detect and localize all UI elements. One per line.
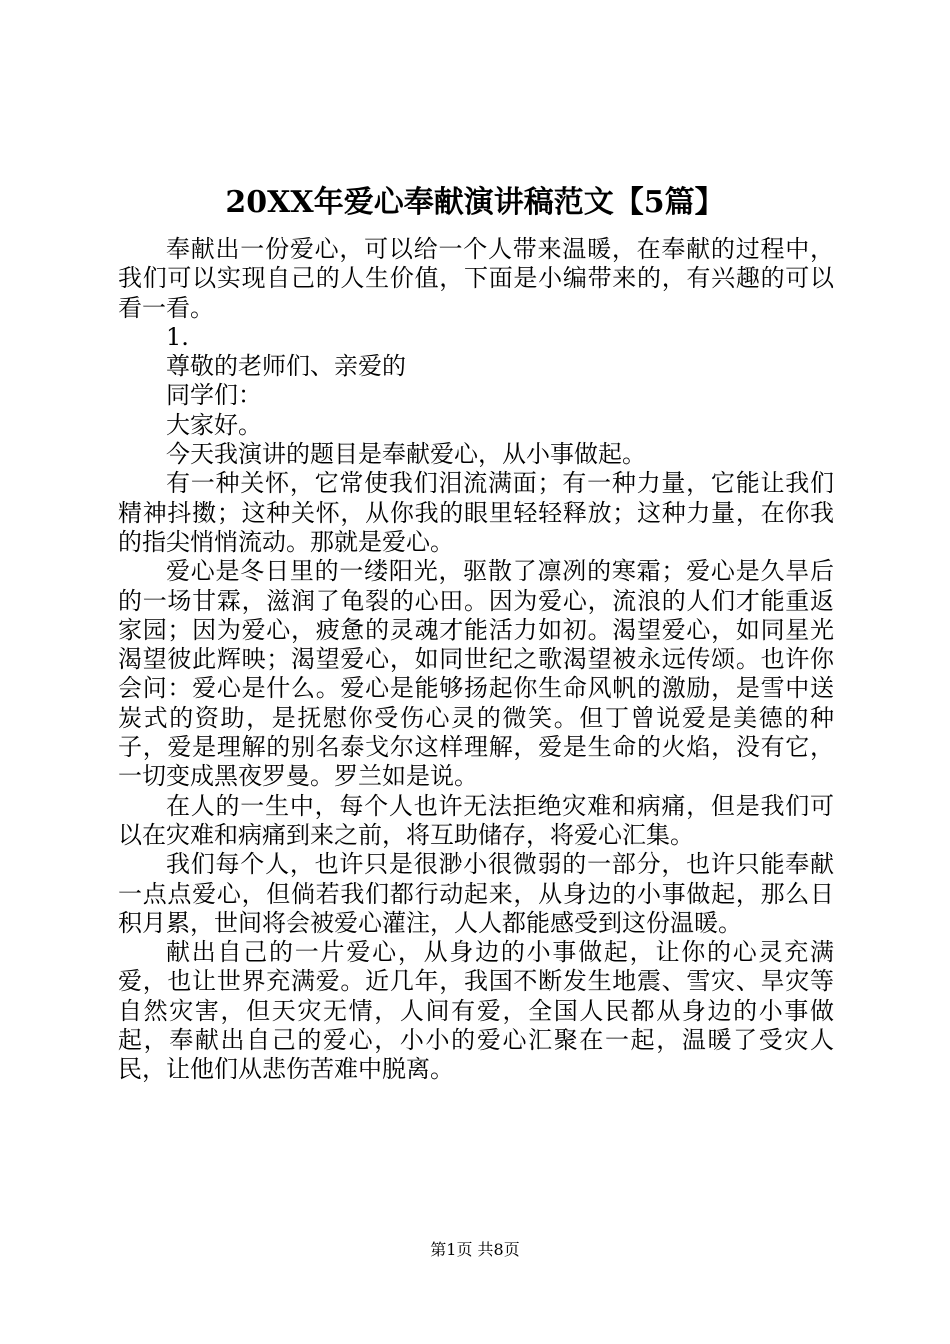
body-paragraph: 有一种关怀，它常使我们泪流满面；有一种力量，它能让我们精神抖擞；这种关怀，从你我的眼里轻轻释放；这种力量，在你我的指尖悄悄流动。那就是爱心。 [118,469,834,556]
body-paragraph: 今天我演讲的题目是奉献爱心，从小事做起。 [166,440,646,469]
salutation-line: 尊敬的老师们、亲爱的 [166,352,406,381]
section-number: 1. [166,322,189,351]
body-paragraph: 在人的一生中，每个人也许无法拒绝灾难和病痛，但是我们可以在灾难和病痛到来之前，将互助储存，将爱心汇集。 [118,791,834,849]
page-footer: 第1页 共8页 [430,1240,520,1259]
document-body [118,235,834,1085]
greeting-line: 大家好。 [166,410,262,439]
body-paragraph: 爱心是冬日里的一缕阳光，驱散了凛冽的寒霜；爱心是久旱后的一场甘霖，滋润了龟裂的心田。因为爱心，流浪的人们才能重返家园；因为爱心，疲惫的灵魂才能活力如初。渴望爱心，如同星光渴望彼此辉映；渴望爱心，如同世纪之歌渴望被永远传颂。也许你会问：爱心是什么。爱心是能够扬起你生命风帆的激励，是雪中送炭式的资助，是抚慰你受伤心灵的微笑。但丁曾说爱是美德的种子，爱是理解的别名泰戈尔这样理解，爱是生命的火焰，没有它，一切变成黑夜罗曼。罗兰如是说。 [118,557,834,791]
body-paragraph: 献出自己的一片爱心，从身边的小事做起，让你的心灵充满爱，也让世界充满爱。近几年，我国不断发生地震、雪灾、旱灾等自然灾害，但天灾无情，人间有爱，全国人民都从身边的小事做起，奉献出自己的爱心，小小的爱心汇聚在一起，温暖了受灾人民，让他们从悲伤苦难中脱离。 [118,938,834,1084]
intro-paragraph: 奉献出一份爱心，可以给一个人带来温暖，在奉献的过程中，我们可以实现自己的人生价值，下面是小编带来的，有兴趣的可以看一看。 [118,235,834,322]
salutation-line: 同学们： [166,381,262,410]
body-paragraph: 我们每个人，也许只是很渺小很微弱的一部分，也许只能奉献一点点爱心，但倘若我们都行动起来，从身边的小事做起，那么日积月累，世间将会被爱心灌注，人人都能感受到这份温暖。 [118,850,834,937]
document-title: 20XX年爱心奉献演讲稿范文【5篇】 [225,185,725,220]
